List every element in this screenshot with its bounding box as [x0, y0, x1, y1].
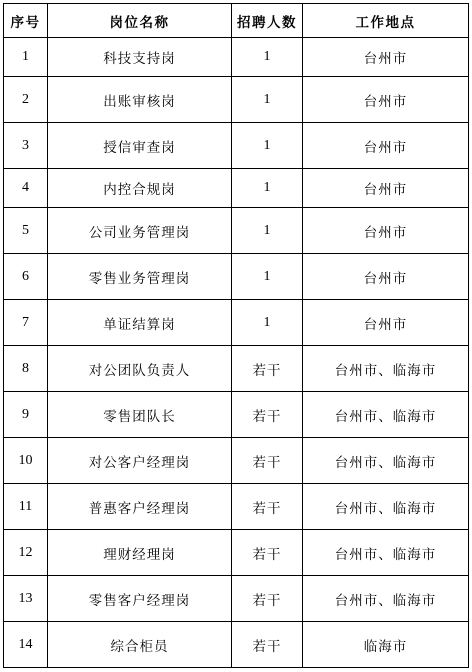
cell-count: 1: [232, 254, 303, 300]
recruitment-table-container: [3, 3, 468, 668]
cell-no: 5: [4, 208, 48, 254]
cell-position: 对公团队负责人: [48, 346, 232, 392]
cell-position: 普惠客户经理岗: [48, 484, 232, 530]
cell-position: 单证结算岗: [48, 300, 232, 346]
table-row: [4, 484, 469, 530]
cell-position: 对公客户经理岗: [48, 438, 232, 484]
cell-no: 2: [4, 77, 48, 123]
table-row: [4, 392, 469, 438]
cell-position: 理财经理岗: [48, 530, 232, 576]
cell-location: 台州市、临海市: [303, 346, 469, 392]
cell-no: 12: [4, 530, 48, 576]
cell-count: 若干: [232, 530, 303, 576]
cell-location: 台州市、临海市: [303, 392, 469, 438]
table-row: [4, 576, 469, 622]
table-row: [4, 300, 469, 346]
cell-position: 零售客户经理岗: [48, 576, 232, 622]
cell-count: 1: [232, 169, 303, 208]
cell-no: 3: [4, 123, 48, 169]
table-body: [4, 38, 469, 668]
table-row: [4, 38, 469, 77]
cell-location: 台州市: [303, 254, 469, 300]
cell-position: 科技支持岗: [48, 38, 232, 77]
table-row: [4, 169, 469, 208]
cell-no: 9: [4, 392, 48, 438]
cell-position: 出账审核岗: [48, 77, 232, 123]
cell-no: 8: [4, 346, 48, 392]
cell-no: 1: [4, 38, 48, 77]
cell-location: 台州市、临海市: [303, 484, 469, 530]
cell-count: 若干: [232, 484, 303, 530]
table-row: [4, 438, 469, 484]
cell-count: 若干: [232, 622, 303, 668]
table-header: [4, 4, 469, 38]
cell-no: 14: [4, 622, 48, 668]
cell-location: 台州市、临海市: [303, 438, 469, 484]
table-row: [4, 254, 469, 300]
cell-count: 1: [232, 123, 303, 169]
cell-no: 11: [4, 484, 48, 530]
cell-no: 4: [4, 169, 48, 208]
cell-position: 零售业务管理岗: [48, 254, 232, 300]
cell-count: 若干: [232, 392, 303, 438]
cell-location: 台州市: [303, 169, 469, 208]
cell-count: 若干: [232, 438, 303, 484]
cell-position: 综合柜员: [48, 622, 232, 668]
header-row: [4, 4, 469, 38]
cell-count: 1: [232, 300, 303, 346]
cell-no: 6: [4, 254, 48, 300]
cell-location: 台州市: [303, 300, 469, 346]
cell-count: 若干: [232, 576, 303, 622]
cell-location: 临海市: [303, 622, 469, 668]
cell-position: 公司业务管理岗: [48, 208, 232, 254]
cell-position: 零售团队长: [48, 392, 232, 438]
cell-count: 1: [232, 208, 303, 254]
table-row: [4, 530, 469, 576]
cell-location: 台州市: [303, 123, 469, 169]
header-count: 招聘人数: [232, 4, 303, 38]
recruitment-table: [3, 3, 469, 668]
table-row: [4, 77, 469, 123]
cell-count: 1: [232, 77, 303, 123]
table-row: [4, 208, 469, 254]
header-location: 工作地点: [303, 4, 469, 38]
table-row: [4, 123, 469, 169]
cell-location: 台州市: [303, 77, 469, 123]
header-no: 序号: [4, 4, 48, 38]
cell-no: 13: [4, 576, 48, 622]
cell-position: 授信审查岗: [48, 123, 232, 169]
cell-no: 7: [4, 300, 48, 346]
cell-location: 台州市: [303, 208, 469, 254]
cell-position: 内控合规岗: [48, 169, 232, 208]
table-row: [4, 622, 469, 668]
table-row: [4, 346, 469, 392]
cell-no: 10: [4, 438, 48, 484]
cell-location: 台州市、临海市: [303, 576, 469, 622]
cell-location: 台州市、临海市: [303, 530, 469, 576]
cell-count: 若干: [232, 346, 303, 392]
cell-count: 1: [232, 38, 303, 77]
header-position: 岗位名称: [48, 4, 232, 38]
cell-location: 台州市: [303, 38, 469, 77]
